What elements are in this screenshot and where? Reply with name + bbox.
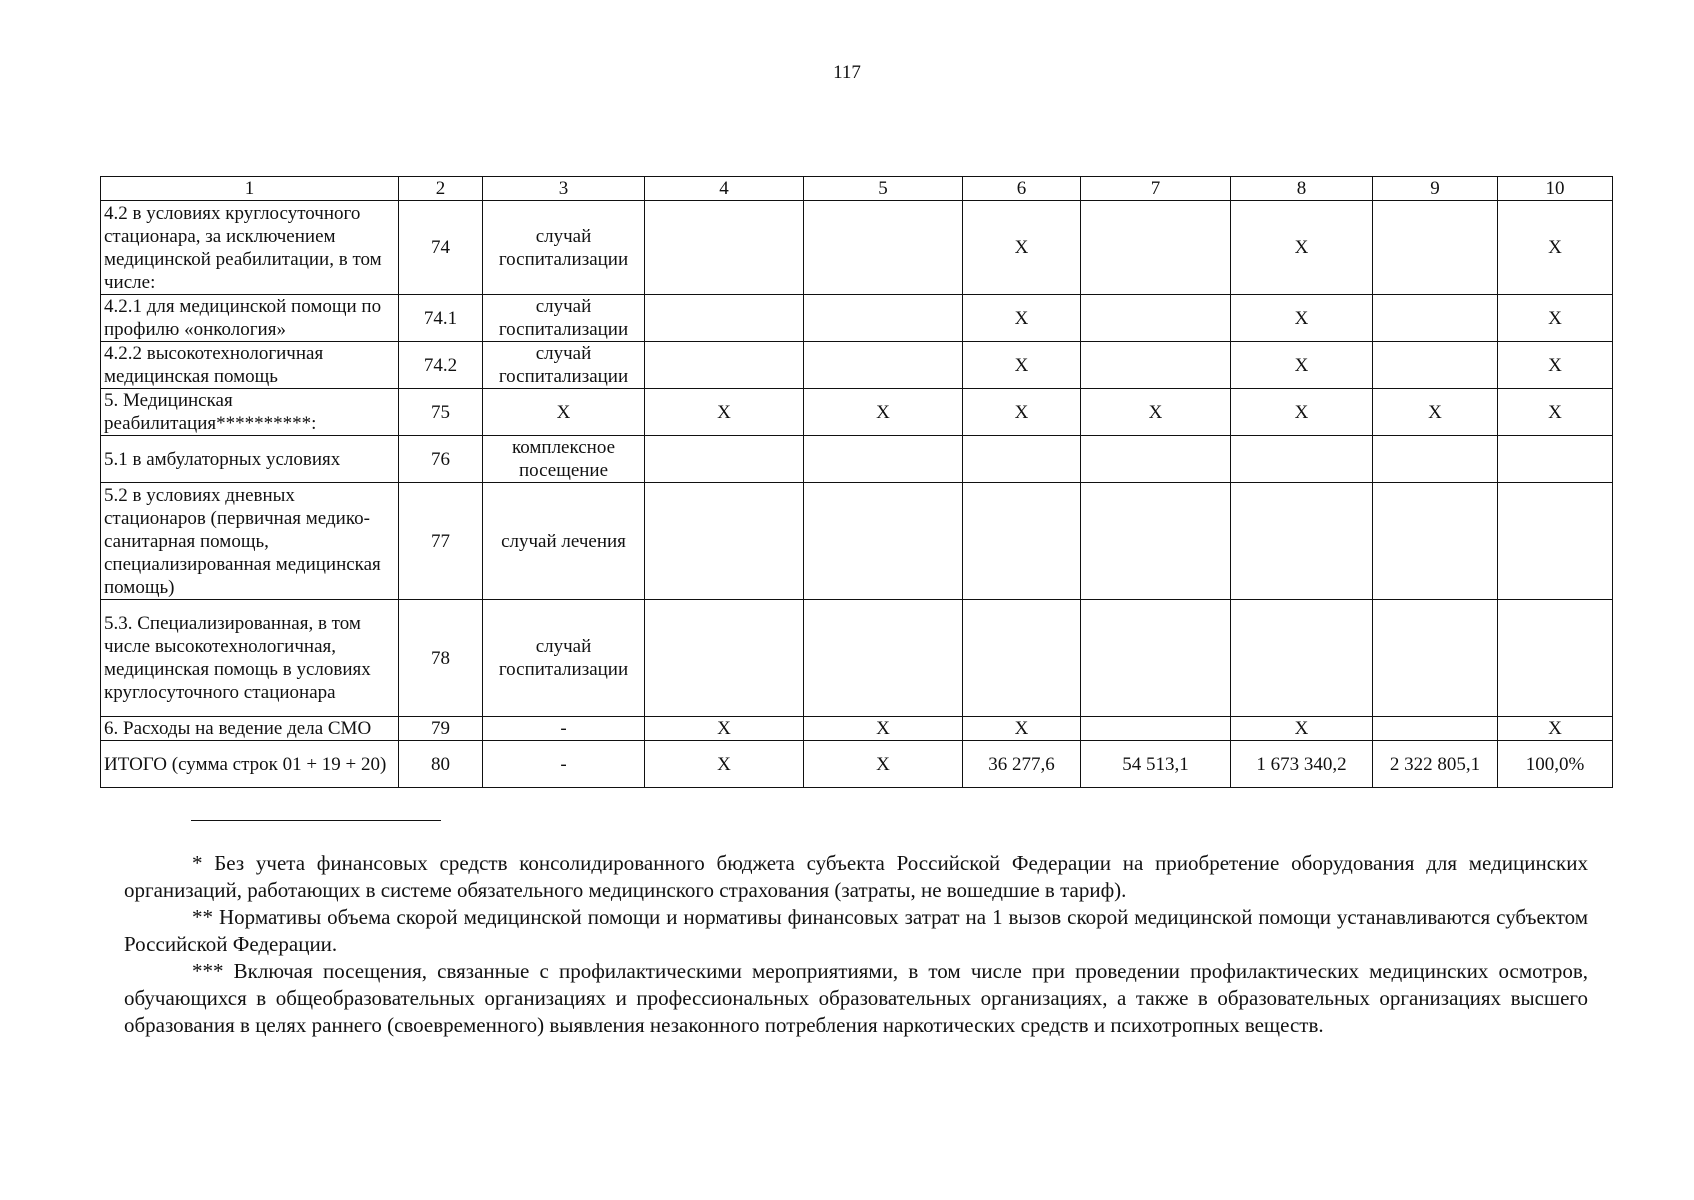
row-code: 75 [399,389,483,436]
row-name: 4.2 в условиях круглосуточного стационара, за исключением медицинской реабилитации, в том числе: [101,201,399,295]
row-code: 74.1 [399,295,483,342]
cell-col9 [1373,600,1498,717]
cell-col5 [804,295,963,342]
cell-col10: X [1498,295,1613,342]
cell-col7 [1081,201,1231,295]
cell-col6: 36 277,6 [963,741,1081,788]
row-name: 4.2.2 высокотехнологичная медицинская помощь [101,342,399,389]
column-number: 9 [1373,177,1498,201]
cell-col10: X [1498,717,1613,741]
cell-col4 [645,600,804,717]
cell-col10: X [1498,201,1613,295]
cell-col6: X [963,201,1081,295]
row-code: 74.2 [399,342,483,389]
column-number: 1 [101,177,399,201]
cell-col5 [804,483,963,600]
cell-col5 [804,201,963,295]
cell-col6: X [963,342,1081,389]
row-code: 78 [399,600,483,717]
cell-col7 [1081,342,1231,389]
column-number: 10 [1498,177,1613,201]
column-number: 6 [963,177,1081,201]
cell-col7 [1081,295,1231,342]
cell-col8 [1231,436,1373,483]
row-name: ИТОГО (сумма строк 01 + 19 + 20) [101,741,399,788]
cell-col6 [963,436,1081,483]
cell-col5: X [804,717,963,741]
row-unit: случай лечения [483,483,645,600]
cell-col4: X [645,717,804,741]
cell-col10: X [1498,389,1613,436]
cell-col8: X [1231,201,1373,295]
cell-col7 [1081,600,1231,717]
cell-col4 [645,295,804,342]
column-number: 8 [1231,177,1373,201]
row-code: 77 [399,483,483,600]
row-name: 5.3. Специализированная, в том числе высокотехнологичная, медицинская помощь в условиях круглосуточного стационара [101,600,399,717]
cell-col10: X [1498,342,1613,389]
cell-col8: X [1231,295,1373,342]
cell-col6: X [963,717,1081,741]
cell-col9 [1373,295,1498,342]
page-number: 117 [833,62,861,83]
row-name: 5.1 в амбулаторных условиях [101,436,399,483]
column-number: 5 [804,177,963,201]
row-unit: случай госпитализации [483,342,645,389]
cell-col5: X [804,389,963,436]
footnotes [124,850,1588,1039]
table-row [101,342,1613,389]
footnote-2: ** Нормативы объема скорой медицинской помощи и нормативы финансовых затрат на 1 вызов скорой медицинской помощи устанавливаются субъектом Российской Федерации. [124,905,1588,956]
cell-col8: X [1231,389,1373,436]
footnote-divider [191,820,441,821]
table-row [101,201,1613,295]
cell-col4 [645,436,804,483]
cell-col9 [1373,436,1498,483]
column-number: 4 [645,177,804,201]
row-name: 6. Расходы на ведение дела СМО [101,717,399,741]
cell-col8: 1 673 340,2 [1231,741,1373,788]
cell-col7 [1081,483,1231,600]
row-unit: случай госпитализации [483,295,645,342]
cell-col9 [1373,342,1498,389]
table-row [101,436,1613,483]
cell-col9 [1373,717,1498,741]
cell-col6 [963,483,1081,600]
cell-col9: 2 322 805,1 [1373,741,1498,788]
cell-col6: X [963,295,1081,342]
cell-col5 [804,600,963,717]
cell-col6 [963,600,1081,717]
cell-col4: X [645,741,804,788]
row-code: 74 [399,201,483,295]
cell-col10 [1498,483,1613,600]
cell-col8 [1231,483,1373,600]
cell-col8: X [1231,717,1373,741]
row-code: 76 [399,436,483,483]
table-row [101,389,1613,436]
row-unit: комплексное посещение [483,436,645,483]
column-number: 7 [1081,177,1231,201]
footnote-3: *** Включая посещения, связанные с профилактическими мероприятиями, в том числе при проведении профилактических медицинских осмотров, обучающихся в общеобразовательных организациях и профессиональных образовательных организациях, а также в образовательных организациях высшего образования в целях раннего (своевременного) выявления незаконного потребления наркотических средств и психотропных веществ. [124,959,1588,1037]
column-number: 3 [483,177,645,201]
footnote-1: * Без учета финансовых средств консолидированного бюджета субъекта Российской Федерации на приобретение оборудования для медицинских организаций, работающих в системе обязательного медицинского страхования (затраты, не вошедшие в тариф). [124,851,1588,902]
row-unit: случай госпитализации [483,600,645,717]
cell-col5: X [804,741,963,788]
row-name: 5. Медицинская реабилитация**********: [101,389,399,436]
row-name: 4.2.1 для медицинской помощи по профилю «онкология» [101,295,399,342]
row-unit: X [483,389,645,436]
cell-col7: X [1081,389,1231,436]
cell-col9 [1373,201,1498,295]
column-number-row [101,177,1613,201]
row-name: 5.2 в условиях дневных стационаров (первичная медико-санитарная помощь, специализированная медицинская помощь) [101,483,399,600]
cell-col9: X [1373,389,1498,436]
table-row [101,741,1613,788]
cell-col4 [645,483,804,600]
cell-col7 [1081,436,1231,483]
table-row [101,483,1613,600]
cell-col6: X [963,389,1081,436]
cell-col9 [1373,483,1498,600]
cell-col4: X [645,389,804,436]
cell-col10: 100,0% [1498,741,1613,788]
column-number: 2 [399,177,483,201]
cell-col5 [804,342,963,389]
cell-col8 [1231,600,1373,717]
cell-col7: 54 513,1 [1081,741,1231,788]
cell-col4 [645,342,804,389]
cell-col8: X [1231,342,1373,389]
row-unit: случай госпитализации [483,201,645,295]
row-unit: - [483,717,645,741]
cell-col5 [804,436,963,483]
row-unit: - [483,741,645,788]
cell-col10 [1498,436,1613,483]
cell-col4 [645,201,804,295]
cell-col7 [1081,717,1231,741]
row-code: 79 [399,717,483,741]
cell-col10 [1498,600,1613,717]
table-row [101,717,1613,741]
row-code: 80 [399,741,483,788]
table-row [101,600,1613,717]
table-row [101,295,1613,342]
data-table [100,176,1613,788]
